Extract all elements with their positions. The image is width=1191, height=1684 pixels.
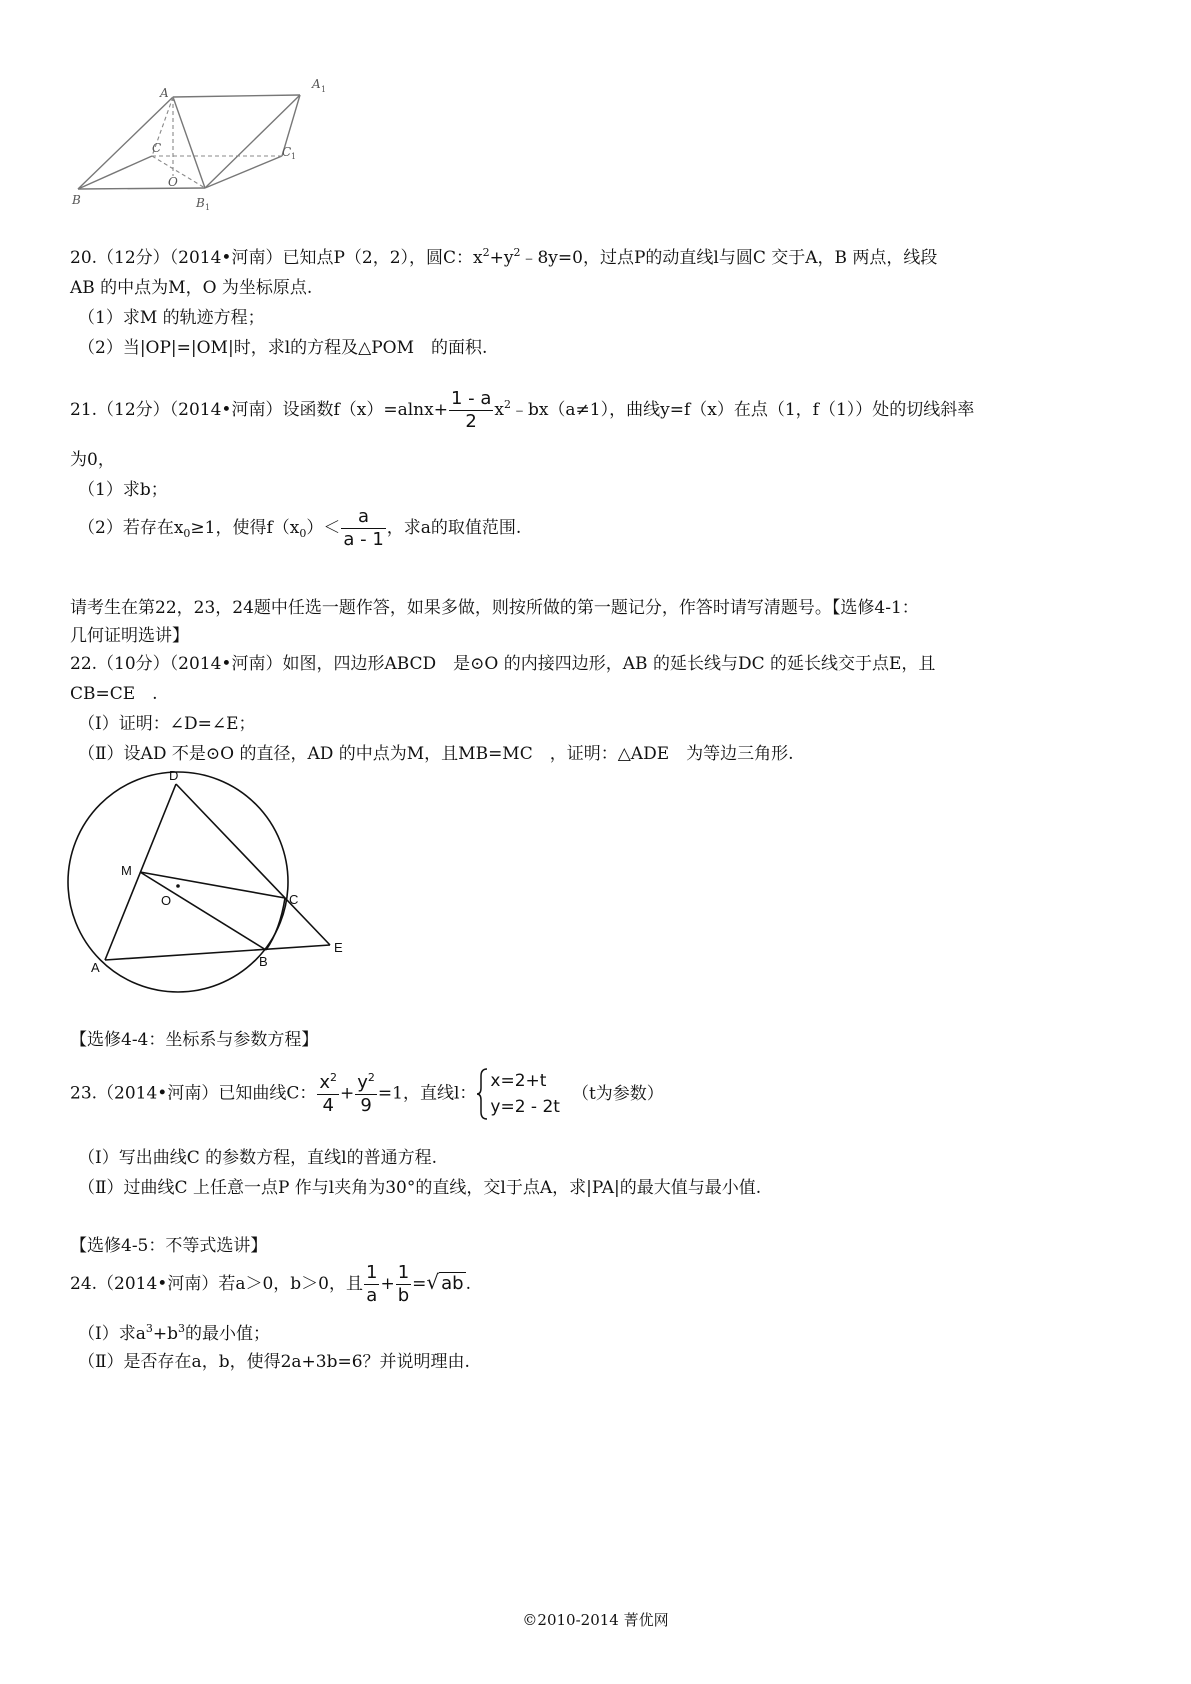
q23-text-mid: =1，直线l：	[377, 1083, 477, 1104]
q23-system-eq1: x=2+t	[490, 1071, 547, 1091]
q23-frac1-num: x	[319, 1071, 330, 1093]
q23-part1: （Ⅰ）写出曲线C 的参数方程，直线l的普通方程.	[78, 1148, 437, 1168]
q21-sup: 2	[503, 398, 511, 411]
circle-figure	[60, 770, 360, 1010]
label-E: E	[334, 940, 343, 955]
q21-frac2-num: a	[341, 506, 385, 529]
label-M: M	[121, 863, 132, 878]
q24-frac2-num: 1	[397, 1262, 410, 1283]
intro-line1: 请考生在第22，23，24题中任选一题作答，如果多做，则按所做的第一题记分，作答时请写清题号。【选修4-1：	[70, 598, 919, 618]
q24-fraction1	[364, 1262, 379, 1307]
q24-text-post: .	[465, 1274, 472, 1294]
q24-plus: +	[380, 1274, 395, 1294]
q21-sub1: 0	[183, 527, 191, 540]
q20-part1: （1）求M 的轨迹方程；	[78, 308, 265, 328]
label-A1: A	[312, 77, 321, 91]
q23-system-eq2: y=2 - 2t	[490, 1097, 560, 1117]
label-C: C	[152, 141, 162, 155]
q23-frac1-sup: 2	[330, 1070, 337, 1084]
q23-frac2-num: y	[357, 1071, 368, 1093]
label-A: A	[91, 960, 100, 975]
q22-line2: CB=CE .	[70, 684, 158, 704]
q23-frac2-den: 9	[360, 1094, 372, 1116]
q24-equals: =	[412, 1274, 427, 1294]
q21-p2-text-a: （2）若存在x	[78, 518, 184, 538]
sqrt-icon: √	[426, 1270, 440, 1294]
q21-sub2: 0	[299, 527, 307, 540]
q23-frac1-den: 4	[322, 1094, 334, 1116]
prism-figure	[60, 70, 360, 220]
q21-frac-num: 1 - a	[450, 388, 492, 409]
q22-part1: （Ⅰ）证明：∠D=∠E；	[78, 714, 256, 734]
q20-sup1: 2	[482, 246, 490, 259]
label-C1: C	[282, 145, 292, 159]
q20-line1	[70, 246, 937, 270]
q24-frac1-den: a	[366, 1285, 378, 1306]
q23-frac2-sup: 2	[367, 1070, 375, 1084]
q21-fraction	[449, 388, 493, 433]
q21-part2	[78, 506, 521, 551]
q21-fraction2	[341, 506, 385, 551]
q23-part2: （Ⅱ）过曲线C 上任意一点P 作与l夹角为30°的直线，交l于点A，求|PA|的最大值与最小值.	[78, 1178, 762, 1198]
intro-line2: 几何证明选讲】	[70, 626, 189, 646]
q24-frac2-den: b	[397, 1285, 410, 1306]
q24-part1	[78, 1322, 270, 1346]
q23-fraction2	[355, 1072, 377, 1117]
q24-p1-text-b: +b	[152, 1324, 178, 1344]
section-4-5-title: 【选修4-5：不等式选讲】	[70, 1236, 268, 1256]
q21-p2-text-c: ）＜	[306, 518, 341, 538]
label-O: O	[161, 893, 172, 908]
q20-text-b: +y	[489, 248, 514, 268]
label-B: B	[72, 193, 81, 207]
q21-p2-text-b: ≥1，使得f（x	[190, 518, 300, 538]
q24-sup2: 3	[178, 1322, 185, 1335]
q24-part2: （Ⅱ）是否存在a，b，使得2a+3b=6？并说明理由.	[78, 1352, 470, 1372]
q23-fraction1	[317, 1072, 339, 1117]
q21-p2-text-d: ，求a的取值范围.	[386, 518, 522, 538]
q24-sqrt-body: ab	[441, 1273, 464, 1294]
q24-p1-text-c: 的最小值；	[185, 1324, 270, 1344]
q21-part1: （1）求b；	[78, 480, 168, 500]
label-C1-sub: 1	[291, 152, 297, 161]
label-A1-sub: 1	[321, 85, 327, 94]
page-footer: ©2010-2014 菁优网	[522, 1611, 669, 1629]
label-B1-sub: 1	[205, 203, 211, 212]
q24-fraction2	[396, 1262, 411, 1307]
q22-part2: （Ⅱ）设AD 不是⊙O 的直径，AD 的中点为M，且MB=MC ，证明：△ADE 为等边三角形.	[78, 744, 794, 764]
q24-frac1-num: 1	[365, 1262, 378, 1283]
q20-part2: （2）当|OP|=|OM|时，求l的方程及△POM 的面积.	[78, 338, 488, 358]
q21-line1	[70, 388, 974, 433]
q20-line2: AB 的中点为M，O 为坐标原点.	[70, 278, 313, 298]
q21-text-a: 21.（12分）（2014•河南）设函数f（x）=alnx+	[70, 400, 448, 420]
q24-line1	[70, 1262, 471, 1307]
label-O: O	[168, 175, 178, 189]
q24-sup1: 3	[145, 1322, 153, 1335]
q23-text-pre: 23.（2014•河南）已知曲线C：	[70, 1083, 317, 1104]
label-C: C	[289, 892, 299, 907]
q20-sup2: 2	[513, 246, 521, 259]
q20-text-c: ﹣8y=0，过点P的动直线l与圆C 交于A，B 两点，线段	[520, 248, 938, 268]
q21-frac2-den: a - 1	[343, 529, 384, 550]
section-4-4-title: 【选修4-4：坐标系与参数方程】	[70, 1030, 319, 1050]
q21-text-c: ﹣bx（a≠1），曲线y=f（x）在点（1，f（1））处的切线斜率	[510, 400, 975, 420]
q20-text-a: 20.（12分）（2014•河南）已知点P（2，2），圆C：x	[70, 248, 483, 268]
q21-line2: 为0，	[70, 450, 115, 470]
label-B: B	[259, 954, 268, 969]
q24-text-pre: 24.（2014•河南）若a＞0，b＞0，且	[70, 1274, 363, 1294]
q23-equation-system	[476, 1068, 560, 1120]
label-B1: B	[196, 196, 205, 210]
label-D: D	[169, 770, 179, 783]
q21-frac-den: 2	[465, 411, 477, 432]
q23-plus: +	[340, 1083, 355, 1104]
q22-line1: 22.（10分）（2014•河南）如图，四边形ABCD 是⊙O 的内接四边形，AB 的延长线与DC 的延长线交于点E，且	[70, 654, 936, 674]
q24-p1-text-a: （Ⅰ）求a	[78, 1324, 146, 1344]
label-A: A	[160, 86, 169, 100]
q23-line1	[70, 1068, 664, 1120]
q21-text-b: x	[494, 400, 504, 420]
q23-text-post: （t为参数）	[571, 1083, 664, 1104]
